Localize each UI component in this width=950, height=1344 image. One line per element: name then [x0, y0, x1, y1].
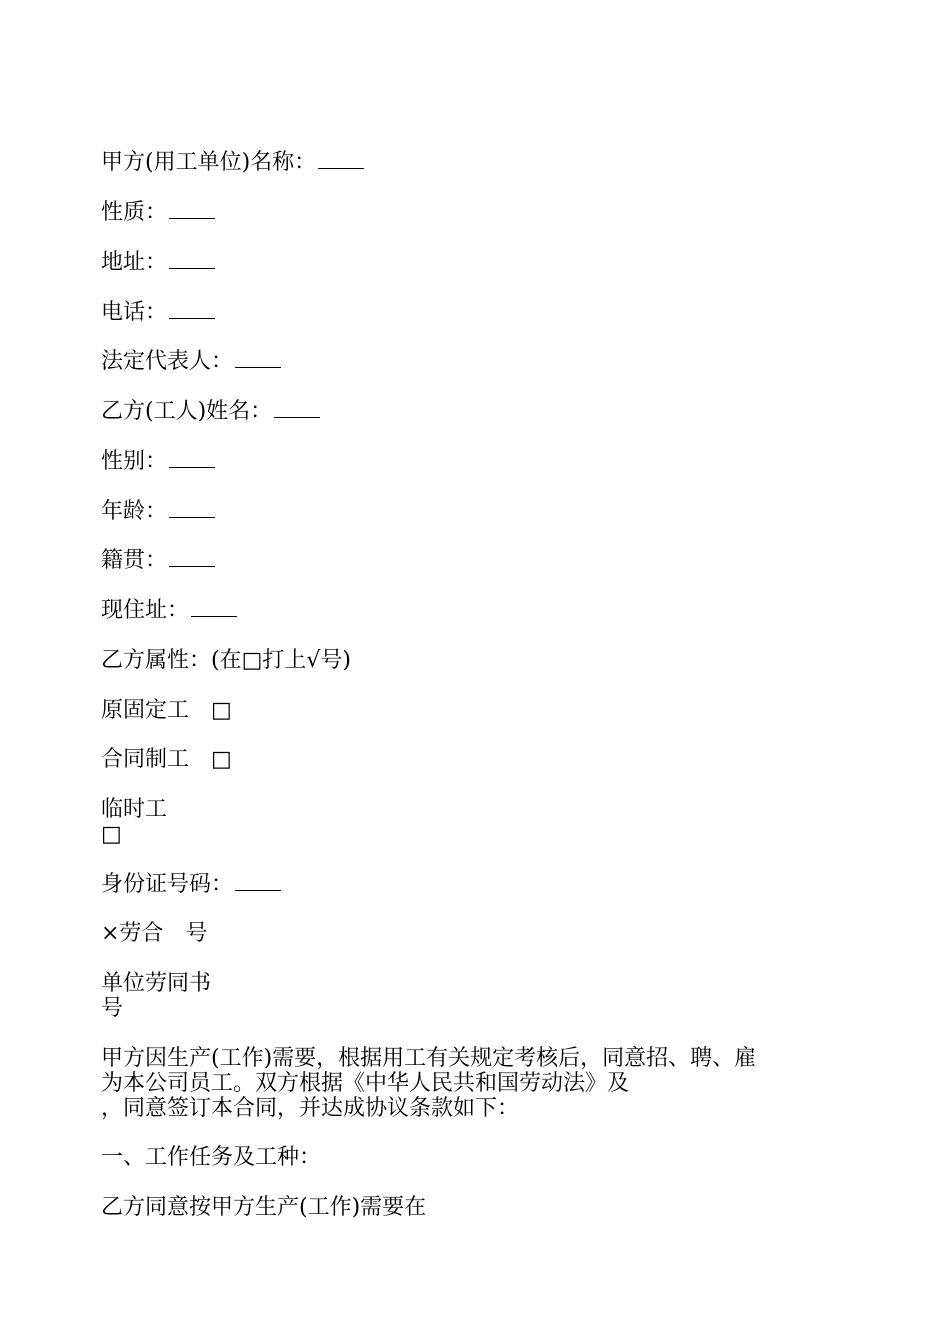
- contract-number-suffix: 号: [185, 921, 208, 946]
- section-heading: 一、工作任务及工种：: [101, 1145, 322, 1170]
- field-label: 地址：: [101, 250, 168, 275]
- field-label: 现住址：: [101, 598, 190, 623]
- field-label: 乙方(工人)姓名：: [101, 399, 273, 424]
- field-id-number: [101, 872, 281, 897]
- fill-blank[interactable]: [169, 449, 215, 468]
- fill-blank[interactable]: [169, 548, 215, 567]
- fill-blank[interactable]: [169, 250, 215, 269]
- field-label: 年龄：: [101, 499, 168, 524]
- field-party-b-name: [101, 399, 320, 424]
- intro-line: ，同意签订本合同，并达成协议条款如下：: [101, 1096, 520, 1121]
- field-age: [101, 499, 215, 524]
- intro-line: 为本公司员工。双方根据《中华人民共和国劳动法》及: [101, 1071, 630, 1096]
- checkbox-icon[interactable]: □: [211, 747, 232, 772]
- fill-blank[interactable]: [318, 150, 364, 169]
- field-label: 身份证号码：: [101, 872, 234, 897]
- contract-book-suffix: 号: [101, 996, 124, 1021]
- option-label: 合同制工: [101, 747, 190, 772]
- contract-number-prefix: ×劳合: [101, 921, 164, 946]
- checkbox-icon[interactable]: □: [101, 822, 122, 847]
- field-label: 甲方(用工单位)名称：: [101, 150, 317, 175]
- contract-book-label: 单位劳同书: [101, 971, 212, 996]
- option-label: 临时工: [101, 797, 168, 822]
- fill-blank[interactable]: [274, 399, 320, 418]
- checkbox-icon[interactable]: □: [211, 698, 232, 723]
- field-label: 籍贯：: [101, 548, 168, 573]
- field-label: 乙方属性：(在□打上√号): [101, 648, 351, 673]
- field-label: 电话：: [101, 300, 168, 325]
- field-nature: [101, 200, 215, 225]
- section-text: 乙方同意按甲方生产(工作)需要在: [101, 1195, 427, 1220]
- fill-blank[interactable]: [191, 598, 237, 617]
- field-native-place: [101, 548, 215, 573]
- field-party-a-name: [101, 150, 364, 175]
- option-temp-worker: [101, 797, 167, 822]
- option-temp-worker-checkbox: [101, 822, 122, 847]
- fill-blank[interactable]: [235, 872, 281, 891]
- contract-page: [101, 0, 861, 1344]
- field-current-address: [101, 598, 237, 623]
- fill-blank[interactable]: [235, 349, 281, 368]
- field-address: [101, 250, 215, 275]
- field-label: 法定代表人：: [101, 349, 234, 374]
- fill-blank[interactable]: [169, 300, 215, 319]
- field-party-b-type: [101, 648, 351, 673]
- option-label: 原固定工: [101, 698, 190, 723]
- contract-book-number: [101, 971, 211, 1021]
- section-1-title: [101, 1145, 321, 1170]
- fill-blank[interactable]: [169, 499, 215, 518]
- fill-blank[interactable]: [169, 200, 215, 219]
- intro-line: 甲方因生产(工作)需要，根据用工有关规定考核后，同意招、聘、雇: [101, 1046, 757, 1071]
- field-legal-rep: [101, 349, 281, 374]
- field-gender: [101, 449, 215, 474]
- option-fixed-worker: [101, 698, 232, 723]
- intro-paragraph: [101, 1046, 756, 1121]
- field-label: 性质：: [101, 200, 168, 225]
- option-contract-worker: [101, 747, 232, 772]
- section-1-body: [101, 1195, 426, 1220]
- field-phone: [101, 300, 215, 325]
- field-label: 性别：: [101, 449, 168, 474]
- contract-number-line: [101, 921, 207, 946]
